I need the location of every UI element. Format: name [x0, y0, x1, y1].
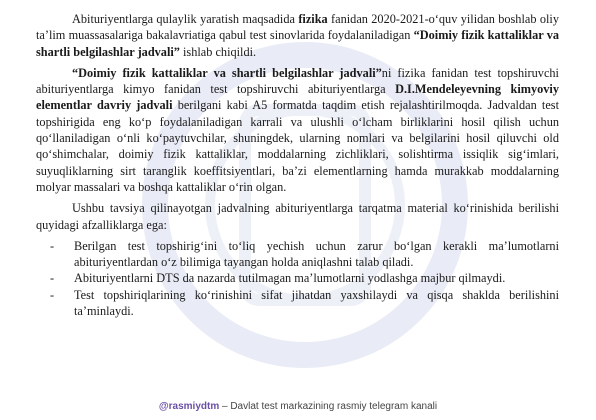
intro-text-3: ishlab chiqildi.	[179, 44, 257, 59]
table-desc-text-2: berilgani kabi A5 formatda taqdim etish rejalashtirilmoqda. Jadvaldan test topshirigida eng ko‘p foydalaniladigan karrali va ulushli o‘lcham birliklarini hosil qilish uchun qo‘llaniladigan o‘nli ko‘paytuvchilar, shuningdek, ularning nomlari va belgilarini hosil qiluvchi old qo‘shimchalar, doimiy fizik kattaliklar, moddalarning zichliklari, solishtirma issiqlik sig‘imlari, suyuqliklarning sirt taranglik koeffitsiyentlari, ba’zi elementlarning hamda murakkab moddalarning molyar massalari va boshqa kattaliklar o‘rin olgan.	[36, 98, 559, 194]
list-item: - Berilgan test topshirig‘ini to‘liq yechish uchun zarur bo‘lgan kerakli ma’lumotlarni abituriyentlardan o‘z bilimiga tayangan holda aniqlashni talab qiladi.	[36, 238, 559, 271]
document-body	[36, 11, 559, 319]
intro-subject: fizika	[298, 12, 328, 26]
intro-text-1: Abituriyentlarga qulaylik yaratish maqsadida	[72, 12, 299, 26]
mendeleyev-table-title: D.I.Mendeleyevning kimyoviy elementlar davriy jadvali	[36, 82, 559, 113]
intro-paragraph	[36, 11, 559, 60]
intro-text-2: fanidan 2020-2021-o‘quv yilidan boshlab oliy ta’lim muassasalariga bakalavriatiga qabul test sinovlarida foydalaniladigan	[36, 12, 559, 43]
list-item: - Test topshiriqlarining ko‘rinishini sifat jihatdan yaxshilaydi va qisqa shaklda berilishini ta’minlaydi.	[36, 287, 559, 320]
advantages-intro-paragraph: Ushbu tavsiya qilinayotgan jadvalning abituriyentlarga tarqatma material ko‘rinishida berilishi quyidagi afzalliklarga ega:	[36, 201, 559, 232]
list-item: - Abituriyentlarni DTS da nazarda tutilmagan ma’lumotlarni yodlashga majbur qilmaydi.	[36, 270, 559, 286]
advantages-list	[36, 238, 559, 319]
footer-caption	[0, 401, 596, 412]
telegram-handle-link[interactable]: @rasmiydtm	[158, 401, 220, 412]
table-description-paragraph	[36, 65, 559, 195]
table-title: “Doimiy fizik kattaliklar va shartli belgilashlar jadvali”	[72, 65, 382, 80]
footer-text: – Davlat test markazining rasmiy telegram kanali	[219, 401, 438, 412]
table-desc-text-1: ni fizika fanidan test topshiruvchi abituriyentlarga kimyo fanidan test topshiruvchi abituriyentlarga	[36, 65, 559, 97]
intro-table-title: “Doimiy fizik kattaliklar va shartli belgilashlar jadvali”	[36, 28, 559, 59]
